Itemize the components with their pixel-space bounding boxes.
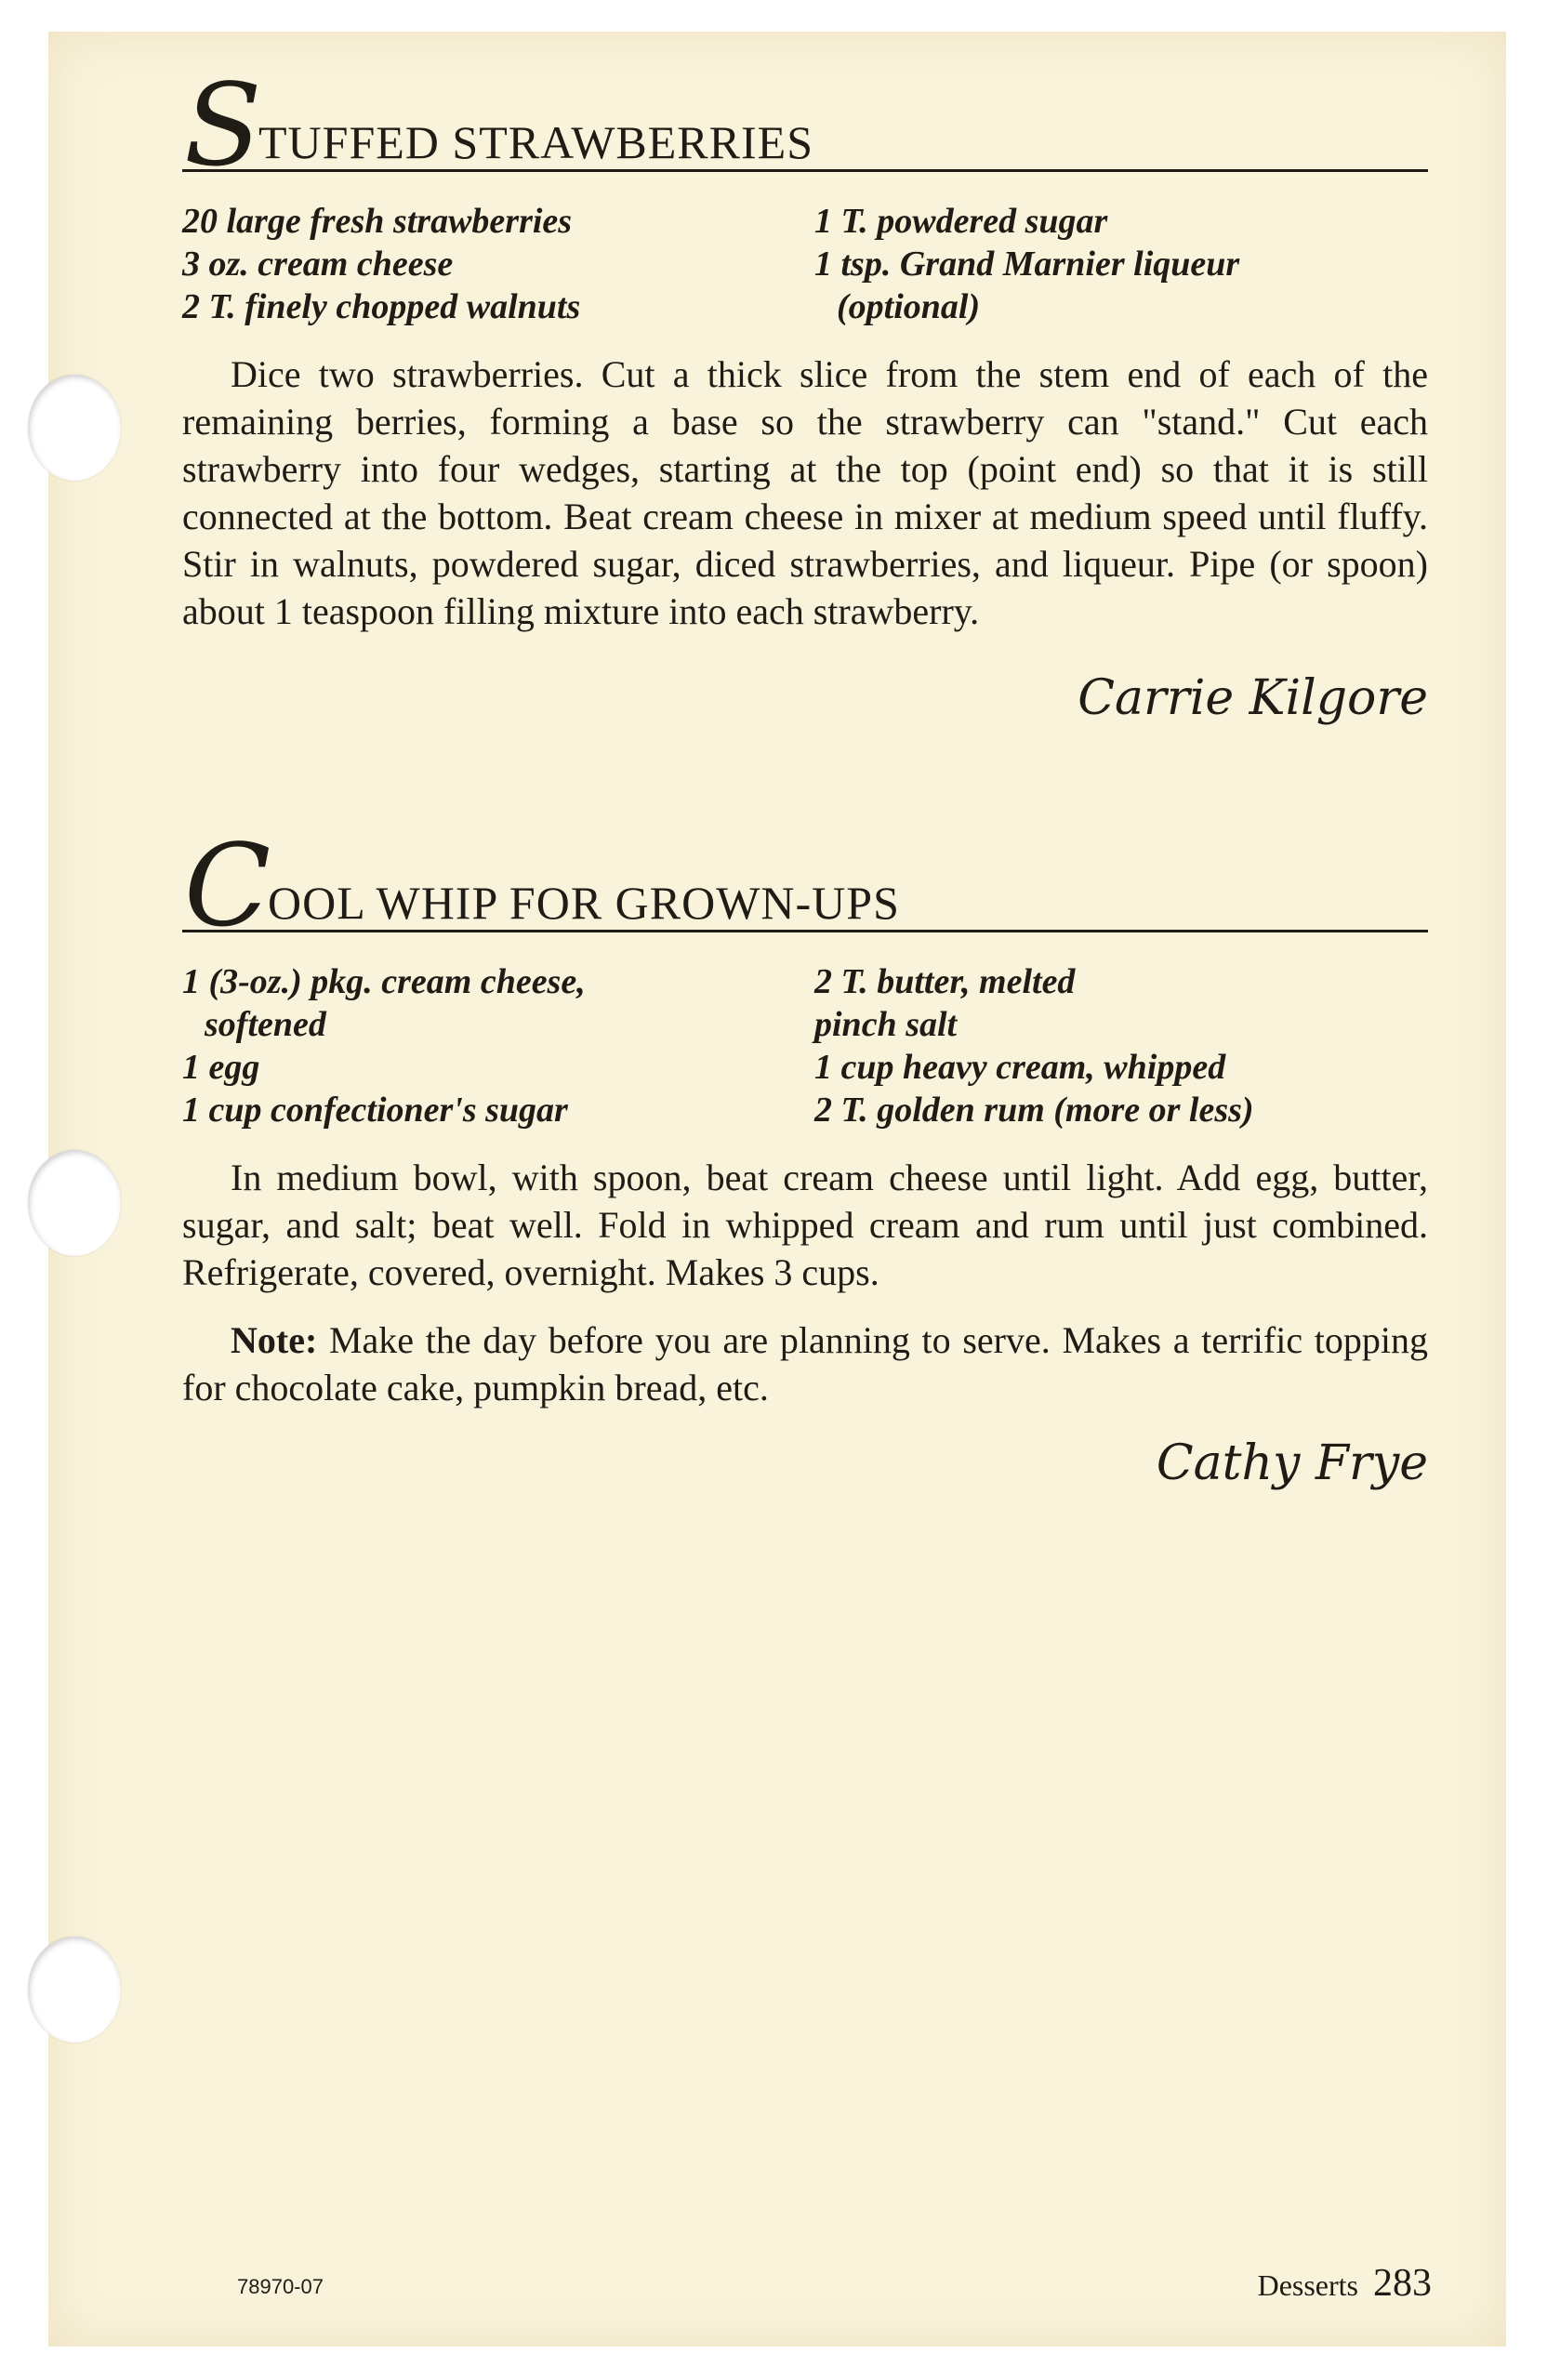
- recipe-title: [182, 820, 1428, 952]
- title-text: OOL WHIP FOR GROWN-UPS: [268, 877, 900, 929]
- title-text: TUFFED STRAWBERRIES: [258, 116, 814, 168]
- ingredient-item: 2 T. finely chopped walnuts: [182, 287, 581, 326]
- recipe-stuffed-strawberries: [182, 60, 1428, 726]
- footer-section: [1258, 2261, 1432, 2306]
- binder-hole-top: [28, 375, 121, 481]
- ingredient-item: softened: [205, 1005, 326, 1044]
- footer-code: 78970-07: [237, 2275, 324, 2298]
- ingredient-item: 1 (3-oz.) pkg. cream cheese,: [182, 962, 586, 1001]
- recipe-instructions: In medium bowl, with spoon, beat cream cheese until light. Add egg, butter, sugar, and salt; beat well. Fold in whipped cream and rum until just combined. Refrigerate, covered, overnight. Makes 3 cups.: [182, 1157, 1428, 1293]
- recipe-note: [182, 1316, 1428, 1411]
- recipe-author: Carrie Kilgore: [1078, 670, 1428, 726]
- ingredient-list: [182, 200, 1428, 328]
- ingredient-item: 1 cup confectioner's sugar: [182, 1091, 568, 1130]
- page-number: 283: [1373, 2262, 1432, 2305]
- ingredient-item: 1 tsp. Grand Marnier liqueur: [814, 245, 1240, 284]
- title-initial: S: [184, 60, 262, 192]
- ingredient-item: 2 T. golden rum (more or less): [814, 1091, 1254, 1130]
- ingredient-column-left: [182, 960, 814, 1131]
- recipe-instructions: Dice two strawberries. Cut a thick slice from the stem end of each of the remaining berries, forming a base so the strawberry can "stand." Cut each strawberry into four wedges, starting at the top (point end) so that it is still connected at the bottom. Beat cream cheese in mixer at medium speed until fluffy. Stir in walnuts, powdered sugar, diced strawberries, and liqueur. Pipe (or spoon) about 1 teaspoon filling mixture into each strawberry.: [182, 353, 1428, 632]
- ingredient-item: pinch salt: [814, 1005, 958, 1044]
- section-name: Desserts: [1257, 2268, 1358, 2302]
- binder-hole-middle: [28, 1150, 121, 1256]
- ingredient-item: 1 T. powdered sugar: [814, 202, 1108, 241]
- ingredient-item: 20 large fresh strawberries: [182, 202, 573, 241]
- note-text: Make the day before you are planning to serve. Makes a terrific topping for chocolate cake, pumpkin bread, etc.: [182, 1319, 1428, 1408]
- ingredient-item: 1 cup heavy cream, whipped: [814, 1048, 1226, 1087]
- ingredient-item: (optional): [837, 287, 981, 326]
- note-label: Note:: [231, 1319, 318, 1361]
- binder-hole-bottom: [28, 1937, 121, 2043]
- ingredient-column-right: [814, 960, 1428, 1131]
- ingredient-item: 2 T. butter, melted: [814, 962, 1076, 1001]
- recipe-cool-whip: [182, 820, 1428, 1491]
- ingredient-list: [182, 960, 1428, 1131]
- ingredient-item: 3 oz. cream cheese: [182, 245, 454, 284]
- ingredient-column-right: [814, 200, 1428, 328]
- title-initial: C: [184, 820, 271, 952]
- recipe-author: Cathy Frye: [1156, 1435, 1428, 1491]
- ingredient-column-left: [182, 200, 814, 328]
- ingredient-item: 1 egg: [182, 1048, 260, 1087]
- recipe-title: [182, 60, 1428, 192]
